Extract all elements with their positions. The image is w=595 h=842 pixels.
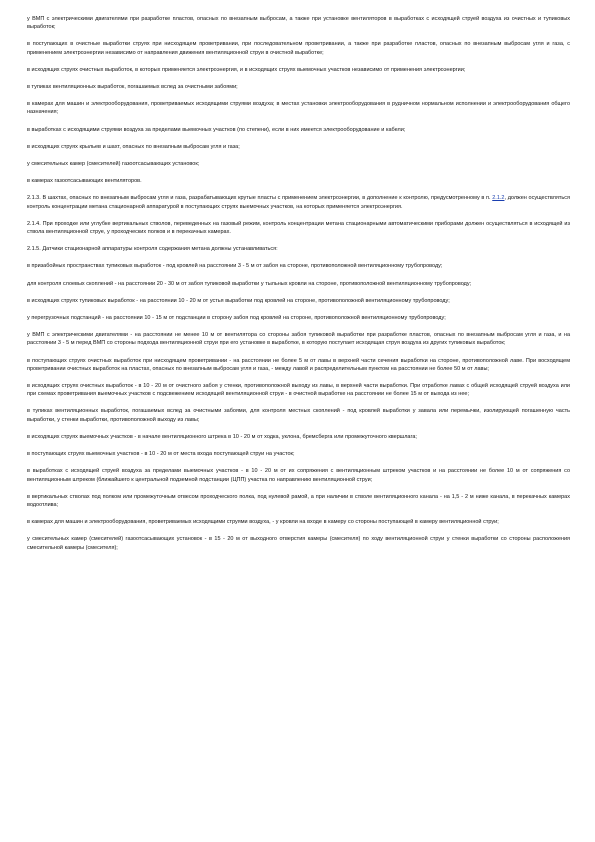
paragraph-text: 2.1.3. В шахтах, опасных по внезапным выбросам угля и газа, разрабатывающих крутые пласты с применением электроэнергии, в дополнение к контролю, предусмотренному в п. bbox=[27, 195, 493, 202]
paragraph: для контроля слоевых скоплений - на расстоянии 20 - 30 м от забоя тупиковой выработки у тыльных кровли на стороне, противоположной вентиляционному трубопроводу; bbox=[27, 280, 472, 287]
paragraph: в выработках с исходящей струей воздуха за пределами выемочных участков - в 10 - 20 м от их сопряжения с вентиляционным штреком участков и на расстоянии не более 10 м от сопряжения со вентиляционным штреком (ближайшего к центральной подземной подстанции (ЦПП) участка по направлению вентиляционной струи; bbox=[27, 468, 570, 483]
paragraph: у ВМП с электрическими двигателями - на расстоянии не менее 10 м от вентилятора со стороны забоя тупиковой выработки при разработке пластов, опасных по внезапным выбросам угля и газа, и на расстоянии 3 - 5 м перед ВМП со стороны подхода вентиляционной струи при его установке в выработке, в которую поступает исходящая струя воздуха из других тупиковых выработок; bbox=[27, 332, 570, 347]
paragraph: в поступающих струях выемочных участков - в 10 - 20 м от места входа поступающей струи на участок; bbox=[27, 451, 295, 458]
paragraph bbox=[27, 194, 570, 210]
paragraph: в исходящих струях очистных выработок - в 10 - 20 м от очистного забоя у стенки, противоположной выходу из лавы, в верхней части выработки. При отработке лавах с общей исходящей струей воздуха или при схемах проветривания выемочных участков с подсвежением исходящей вентиляционной струи - в очистной выработке на расстоянии не более 15 м от выхода из нее; bbox=[27, 383, 570, 398]
paragraph: в исходящих струях выемочных участков - в начале вентиляционного штрека в 10 - 20 м от ходка, уклона, бремсберга или промежуточного квершлага; bbox=[27, 433, 417, 440]
paragraph: в вертикальных стволах под полком или промежуточным отвесом проходческого полка, под нулевой рамой, а при наличии в стволе вентиляционного канала - на 1,5 - 2 м ниже канала, в перекачных камерах водоотлива; bbox=[27, 493, 570, 508]
paragraph: в камерах для машин и электрооборудования, проветриваемых исходящими струями воздуха, - у кровли на входе в камеру со стороны поступающей в камеру вентиляционной струи; bbox=[27, 519, 499, 526]
paragraph: в поступающих струях очистных выработок при нисходящем проветривании - на расстоянии не более 5 м от лавы в верхней части сечения выработки на стороне, противоположной лаве. При восходящем проветривании очистных выработок на пластах, опасных по внезапным выбросам угля и газа, - между лавой и распределительным пунктом на расстоянии не более 50 м от лавы; bbox=[27, 357, 570, 372]
paragraph: у ВМП с электрическими двигателями при разработке пластов, опасных по внезапным выбросам, а также при установке вентиляторов в выработках с исходящей струей воздуха из очистных и тупиковых выработок; bbox=[27, 16, 570, 31]
paragraph: у перегрузочных подстанций - на расстоянии 10 - 15 м от подстанции в сторону забоя под кровлей на стороне, противоположной вентиляционному трубопроводу; bbox=[27, 315, 446, 322]
paragraph: в исходящих струях крыльев и шахт, опасных по внезапным выбросам угля и газа; bbox=[27, 143, 240, 150]
paragraph: у смесительных камер (смесителей) газоотсасывающих установок - в 15 - 20 м от выходного отверстия камеры (смесителя) по ходу вентиляционной струи у стенки выработки со стороны расположения смесительной камеры (смесителя); bbox=[27, 536, 570, 551]
paragraph: 2.1.5. Датчики стационарной аппаратуры контроля содержания метана должны устанавливаться: bbox=[27, 246, 278, 253]
paragraph: в тупиках вентиляционных выработок, погашаемых вслед за очистными забоями, для контроля местных скоплений - под кровлей выработки у завала или перемычки, изолирующей погашенную часть выработки, у стенки выработки, противоположной выходу из лавы; bbox=[27, 408, 570, 423]
paragraph: 2.1.4. При проходке или углубке вертикальных стволов, переведенных на газовый режим, контроль концентрации метана стационарными автоматическими приборами должен осуществляться в исходящей из ствола вентиляционной струе, у проходческих полков и в перекачных камерах. bbox=[27, 220, 570, 236]
section-reference-link[interactable]: 2.1.2 bbox=[492, 195, 505, 202]
paragraph: у смесительных камер (смесителей) газоотсасывающих установок; bbox=[27, 161, 200, 168]
paragraph: в исходящих струях тупиковых выработок - на расстоянии 10 - 20 м от устья выработки под кровлей на стороне, противоположной вентиляционному трубопроводу; bbox=[27, 297, 450, 304]
paragraph: в тупиках вентиляционных выработок, погашаемых вслед за очистными забоями; bbox=[27, 84, 238, 91]
paragraph: в камерах для машин и электрооборудования, проветриваемых исходящими струями воздуха; в местах установки электрооборудования в рудничном нормальном исполнении и электрооборудования общего назначения; bbox=[27, 101, 570, 116]
paragraph-text: , должен осуществляться контроль концентрации метана стационарной аппаратурой в поступающих струях выемочных участков, на которых применяется электроэнергия. bbox=[27, 195, 570, 210]
paragraph: в поступающих в очистные выработки струях при нисходящем проветривании, при последовательном проветривании, а также при разработке пластов, опасных по внезапным выбросам угля и газа, с применением электроэнергии независимо от направления движения вентиляционной струи в очистной выработке; bbox=[27, 41, 570, 56]
paragraph: в камерах газоотсасывающих вентиляторов. bbox=[27, 178, 142, 185]
paragraph: в призабойных пространствах тупиковых выработок - под кровлей на расстоянии 3 - 5 м от забоя на стороне, противоположной вентиляционному трубопроводу; bbox=[27, 263, 443, 270]
paragraph: в выработках с исходящими струями воздуха за пределами выемочных участков (по степени), если в них имеется электрооборудование и кабели; bbox=[27, 126, 406, 133]
paragraph: в исходящих струях очистных выработок, в которых применяется электроэнергия, и в исходящих струях выемочных участков независимо от применения электроэнергии; bbox=[27, 66, 466, 73]
